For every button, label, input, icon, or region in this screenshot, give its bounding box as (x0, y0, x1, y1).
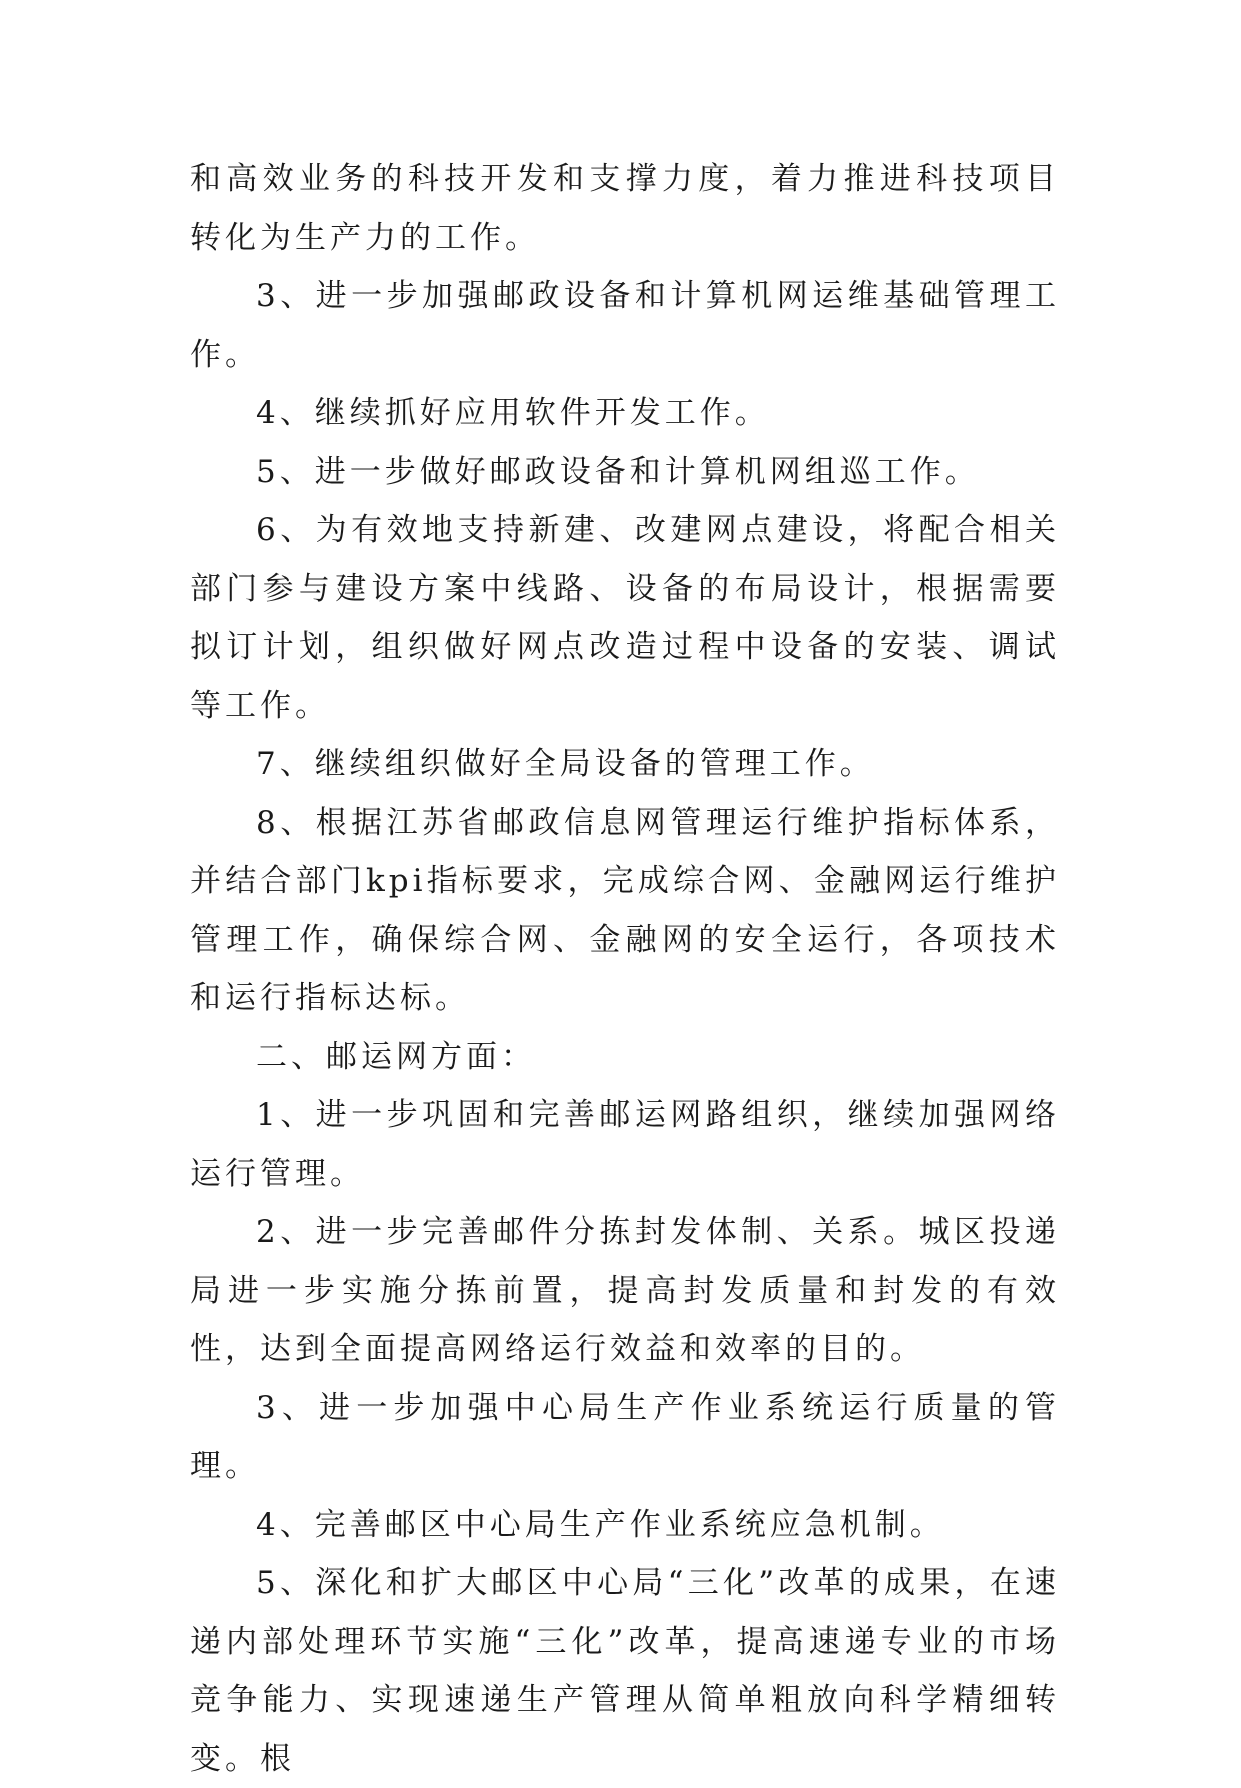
paragraph-2: 3、进一步加强邮政设备和计算机网运维基础管理工作。 (190, 278, 1060, 373)
paragraph-3: 4、继续抓好应用软件开发工作。 (256, 395, 770, 431)
paragraph-9: 1、进一步巩固和完善邮运网路组织，继续加强网络运行管理。 (190, 1097, 1060, 1192)
paragraph-7: 8、根据江苏省邮政信息网管理运行维护指标体系，并结合部门kpi指标要求，完成综合网、金融网运行维护管理工作，确保综合网、金融网的安全运行，各项技术和运行指标达标。 (190, 804, 1060, 1016)
paragraph-11: 3、进一步加强中心局生产作业系统运行质量的管理。 (190, 1389, 1060, 1484)
paragraph-5: 6、为有效地支持新建、改建网点建设，将配合相关部门参与建设方案中线路、设备的布局设计，根据需要拟订计划，组织做好网点改造过程中设备的安装、调试等工作。 (190, 512, 1060, 724)
section-heading: 二、邮运网方面： (256, 1038, 536, 1075)
paragraph-1: 和高效业务的科技开发和支撑力度，着力推进科技项目转化为生产力的工作。 (190, 161, 1060, 256)
paragraph-6: 7、继续组织做好全局设备的管理工作。 (256, 746, 875, 782)
paragraph-12: 4、完善邮区中心局生产作业系统应急机制。 (256, 1506, 945, 1543)
paragraph-4: 5、进一步做好邮政设备和计算机网组巡工作。 (256, 453, 980, 490)
paragraph-13: 5、深化和扩大邮区中心局“三化”改革的成果，在速递内部处理环节实施“三化”改革，提高速递专业的市场竞争能力、实现速递生产管理从简单粗放向科学精细转变。根 (190, 1565, 1060, 1777)
document-body (190, 150, 1060, 1788)
paragraph-10: 2、进一步完善邮件分拣封发体制、关系。城区投递局进一步实施分拣前置，提高封发质量和封发的有效性，达到全面提高网络运行效益和效率的目的。 (190, 1214, 1060, 1367)
